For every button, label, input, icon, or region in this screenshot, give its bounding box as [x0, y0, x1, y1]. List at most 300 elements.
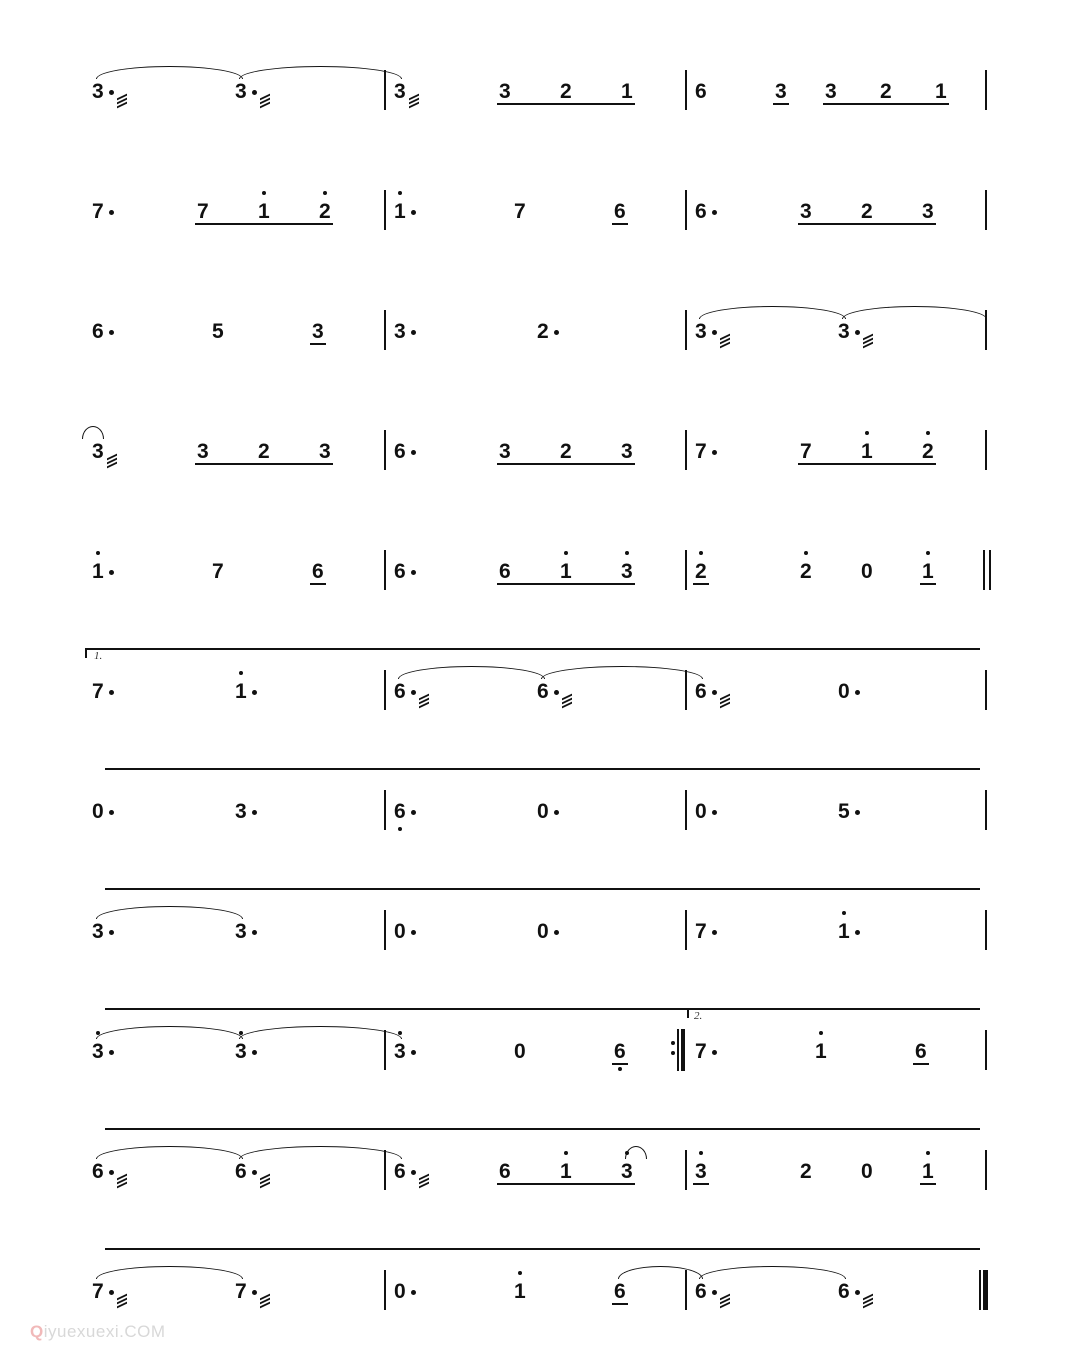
note-digit: 7: [92, 680, 104, 703]
slur: [541, 666, 703, 679]
barline: [985, 910, 987, 950]
slur: [239, 1146, 402, 1159]
barline: [384, 70, 386, 110]
augmentation-dot: [411, 1290, 416, 1295]
note-digit: 6: [695, 1280, 707, 1303]
note-digit: 3: [92, 920, 104, 943]
augmentation-dot: [411, 1050, 416, 1055]
note: [92, 560, 114, 584]
note: [394, 440, 416, 464]
eighth-underline: [798, 463, 936, 465]
high-octave-dot: [804, 551, 808, 555]
augmentation-dot: [855, 1290, 860, 1295]
augmentation-dot: [712, 1290, 717, 1295]
note: [838, 320, 873, 346]
note-digit: 2: [258, 440, 270, 463]
augmentation-dot: [109, 210, 114, 215]
note: [92, 200, 114, 224]
note: [695, 320, 730, 346]
note: [499, 440, 511, 464]
barline: [384, 790, 386, 830]
note: [880, 80, 892, 104]
tremolo-mark: [720, 334, 730, 346]
note-digit: 0: [92, 800, 104, 823]
note: [235, 1040, 257, 1064]
note: [800, 200, 812, 224]
note: [92, 1160, 127, 1186]
note: [92, 1040, 114, 1064]
staff-separator: [105, 768, 980, 770]
note-digit: 2: [560, 80, 572, 103]
note: [695, 80, 707, 104]
augmentation-dot: [411, 690, 416, 695]
note: [800, 560, 812, 584]
slur: [699, 306, 846, 319]
high-octave-dot: [398, 191, 402, 195]
barline: [685, 670, 687, 710]
note: [838, 920, 860, 944]
note-digit: 3: [838, 320, 850, 343]
high-octave-dot: [323, 191, 327, 195]
note-digit: 1: [394, 200, 406, 224]
augmentation-dot: [411, 450, 416, 455]
tremolo-mark: [107, 454, 117, 466]
slur: [398, 666, 545, 679]
barline: [685, 70, 687, 110]
note: [537, 680, 572, 706]
barline: [384, 910, 386, 950]
slur: [82, 426, 104, 439]
note: [258, 200, 270, 224]
note-digit: 7: [197, 200, 209, 223]
note-digit: 0: [394, 920, 406, 943]
note-digit: 2: [560, 440, 572, 463]
eighth-underline: [913, 1063, 929, 1065]
tremolo-mark: [419, 694, 429, 706]
barline: [985, 190, 987, 230]
score-row: [0, 430, 1065, 530]
score-row: [0, 1010, 1065, 1130]
note-digit: 6: [235, 1160, 247, 1183]
tremolo-mark: [260, 94, 270, 106]
slur: [699, 1266, 846, 1279]
note-digit: 3: [394, 80, 406, 103]
note: [394, 680, 429, 706]
slur: [96, 1026, 243, 1039]
barline: [685, 550, 687, 590]
note-digit: 6: [695, 200, 707, 223]
note: [861, 440, 873, 464]
augmentation-dot: [109, 1290, 114, 1295]
note: [319, 200, 331, 224]
note: [394, 80, 419, 106]
augmentation-dot: [109, 330, 114, 335]
note-digit: 1: [560, 1160, 572, 1184]
high-octave-dot: [865, 431, 869, 435]
note: [394, 1040, 416, 1064]
note-digit: 2: [861, 200, 873, 223]
note-digit: 3: [235, 800, 247, 823]
augmentation-dot: [855, 330, 860, 335]
note-digit: 6: [695, 80, 707, 103]
augmentation-dot: [411, 570, 416, 575]
note-digit: 0: [394, 1280, 406, 1303]
augmentation-dot: [554, 930, 559, 935]
high-octave-dot: [842, 911, 846, 915]
note-digit: 6: [614, 1280, 626, 1303]
note-digit: 6: [499, 560, 511, 583]
note-digit: 5: [838, 800, 850, 823]
augmentation-dot: [411, 930, 416, 935]
note-digit: 3: [621, 560, 633, 584]
note-digit: 7: [92, 200, 104, 223]
note: [621, 440, 633, 464]
note-digit: 1: [838, 920, 850, 944]
note-digit: 1: [92, 560, 104, 584]
high-octave-dot: [564, 1151, 568, 1155]
low-octave-dot: [398, 827, 402, 831]
note-digit: 0: [861, 560, 873, 583]
high-octave-dot: [239, 671, 243, 675]
note-digit: 7: [695, 440, 707, 463]
note: [235, 680, 257, 704]
note: [560, 80, 572, 104]
eighth-underline: [310, 343, 326, 345]
note: [922, 440, 934, 464]
tremolo-mark: [863, 1294, 873, 1306]
tremolo-mark: [260, 1294, 270, 1306]
barline: [985, 1030, 987, 1070]
high-octave-dot: [926, 431, 930, 435]
note-digit: 1: [815, 1040, 827, 1064]
note: [825, 80, 837, 104]
note-digit: 6: [915, 1040, 927, 1063]
note: [514, 1280, 526, 1304]
note: [621, 1160, 633, 1184]
note-digit: 6: [394, 440, 406, 463]
augmentation-dot: [252, 90, 257, 95]
tremolo-mark: [419, 1174, 429, 1186]
augmentation-dot: [411, 210, 416, 215]
note: [514, 200, 526, 224]
note: [695, 440, 717, 464]
note: [319, 440, 331, 464]
augmentation-dot: [554, 690, 559, 695]
score-row: [0, 790, 1065, 890]
score-row: [0, 190, 1065, 290]
note: [394, 1280, 416, 1304]
note: [235, 1160, 270, 1186]
note: [258, 440, 270, 464]
note-digit: 1: [935, 80, 947, 103]
note: [614, 200, 626, 224]
augmentation-dot: [855, 930, 860, 935]
final-barline: [979, 1270, 988, 1310]
augmentation-dot: [252, 1290, 257, 1295]
tremolo-mark: [720, 694, 730, 706]
note-digit: 2: [922, 440, 934, 464]
augmentation-dot: [712, 1050, 717, 1055]
augmentation-dot: [109, 1170, 114, 1175]
note-digit: 0: [537, 920, 549, 943]
note-digit: 6: [614, 200, 626, 223]
augmentation-dot: [252, 690, 257, 695]
slur: [239, 66, 402, 79]
note-digit: 1: [235, 680, 247, 704]
augmentation-dot: [109, 570, 114, 575]
eighth-underline: [798, 223, 936, 225]
eighth-underline: [612, 223, 628, 225]
note: [92, 320, 114, 344]
note: [560, 440, 572, 464]
slur: [618, 1266, 703, 1279]
augmentation-dot: [252, 1170, 257, 1175]
barline: [685, 1150, 687, 1190]
note-digit: 3: [312, 320, 324, 343]
note: [394, 320, 416, 344]
volta-line: [85, 648, 980, 650]
tremolo-mark: [863, 334, 873, 346]
note: [92, 920, 114, 944]
staff-separator: [105, 888, 980, 890]
eighth-underline: [920, 1183, 936, 1185]
staff-separator: [105, 1128, 980, 1130]
eighth-underline: [823, 103, 949, 105]
note-digit: 3: [499, 440, 511, 463]
note-digit: 6: [312, 560, 324, 583]
barline: [685, 430, 687, 470]
note: [499, 80, 511, 104]
augmentation-dot: [252, 930, 257, 935]
note-digit: 3: [499, 80, 511, 103]
note: [775, 80, 787, 104]
note: [915, 1040, 927, 1064]
tremolo-mark: [720, 1294, 730, 1306]
note: [537, 920, 559, 944]
note-digit: 6: [537, 680, 549, 703]
barline: [384, 430, 386, 470]
note-digit: 0: [838, 680, 850, 703]
score-row: [0, 650, 1065, 770]
barline: [985, 310, 987, 350]
note-digit: 3: [92, 1040, 104, 1064]
augmentation-dot: [712, 810, 717, 815]
note-digit: 1: [560, 560, 572, 584]
volta-bracket: [687, 1008, 689, 1018]
eighth-underline: [195, 223, 333, 225]
barline: [685, 190, 687, 230]
note: [235, 80, 270, 106]
note-digit: 3: [621, 440, 633, 463]
low-octave-dot: [618, 1067, 622, 1071]
high-octave-dot: [926, 1151, 930, 1155]
note: [394, 920, 416, 944]
note-digit: 3: [92, 440, 104, 463]
note: [394, 800, 416, 824]
note-digit: 6: [499, 1160, 511, 1183]
eighth-underline: [612, 1303, 628, 1305]
score-row: [0, 910, 1065, 1010]
note: [800, 1160, 812, 1184]
high-octave-dot: [926, 551, 930, 555]
eighth-underline: [693, 583, 709, 585]
note-digit: 3: [695, 1160, 707, 1184]
eighth-underline: [195, 463, 333, 465]
eighth-underline: [612, 1063, 628, 1065]
augmentation-dot: [411, 1170, 416, 1175]
note: [92, 800, 114, 824]
barline: [985, 70, 987, 110]
eighth-underline: [497, 463, 635, 465]
note: [235, 920, 257, 944]
augmentation-dot: [554, 330, 559, 335]
eighth-underline: [497, 583, 635, 585]
note-digit: 1: [922, 1160, 934, 1184]
augmentation-dot: [109, 930, 114, 935]
staff-separator: [105, 1248, 980, 1250]
augmentation-dot: [109, 90, 114, 95]
augmentation-dot: [712, 690, 717, 695]
note: [695, 1280, 730, 1306]
eighth-underline: [497, 1183, 635, 1185]
note-digit: 1: [514, 1280, 526, 1304]
note-digit: 2: [537, 320, 549, 343]
augmentation-dot: [411, 810, 416, 815]
note: [922, 1160, 934, 1184]
volta-label: 1.: [94, 650, 103, 662]
augmentation-dot: [252, 1050, 257, 1055]
high-octave-dot: [699, 551, 703, 555]
note: [695, 1160, 707, 1184]
note: [621, 560, 633, 584]
note: [514, 1040, 526, 1064]
note-digit: 3: [825, 80, 837, 103]
augmentation-dot: [712, 450, 717, 455]
barline: [685, 1270, 687, 1310]
note-digit: 6: [92, 1160, 104, 1183]
augmentation-dot: [109, 810, 114, 815]
volta-label: 2.: [694, 1010, 703, 1022]
barline: [985, 1150, 987, 1190]
tremolo-mark: [260, 1174, 270, 1186]
augmentation-dot: [411, 330, 416, 335]
augmentation-dot: [109, 690, 114, 695]
eighth-underline: [693, 1183, 709, 1185]
note: [695, 1040, 717, 1064]
eighth-underline: [310, 583, 326, 585]
note: [838, 680, 860, 704]
augmentation-dot: [109, 1050, 114, 1055]
note-digit: 3: [775, 80, 787, 103]
note-digit: 3: [92, 80, 104, 103]
barline: [384, 310, 386, 350]
slur: [96, 1146, 243, 1159]
slur: [96, 906, 243, 919]
note-digit: 1: [861, 440, 873, 464]
note-digit: 3: [394, 1040, 406, 1064]
score-row: [0, 310, 1065, 410]
note: [537, 800, 559, 824]
tremolo-mark: [117, 94, 127, 106]
barline: [685, 790, 687, 830]
augmentation-dot: [252, 810, 257, 815]
note-digit: 0: [695, 800, 707, 823]
note-digit: 6: [695, 680, 707, 703]
note: [861, 200, 873, 224]
high-octave-dot: [518, 1271, 522, 1275]
note: [695, 200, 717, 224]
note-digit: 7: [800, 440, 812, 463]
slur: [96, 66, 243, 79]
augmentation-dot: [712, 330, 717, 335]
barline: [985, 790, 987, 830]
barline: [384, 550, 386, 590]
barline: [384, 1030, 386, 1070]
note-digit: 6: [394, 800, 406, 824]
note: [394, 560, 416, 584]
note-digit: 1: [621, 80, 633, 103]
note-digit: 3: [197, 440, 209, 463]
note-digit: 7: [695, 1040, 707, 1063]
note: [922, 560, 934, 584]
repeat-end-barline: [671, 1029, 685, 1071]
augmentation-dot: [712, 930, 717, 935]
note: [614, 1040, 626, 1064]
tremolo-mark: [562, 694, 572, 706]
site-watermark: Qiyuexuexi.COM: [30, 1322, 166, 1341]
note-digit: 0: [537, 800, 549, 823]
note: [92, 440, 117, 466]
note: [695, 800, 717, 824]
note: [92, 680, 114, 704]
note-digit: 6: [614, 1040, 626, 1064]
note-digit: 6: [92, 320, 104, 343]
note-digit: 7: [212, 560, 224, 583]
note: [695, 920, 717, 944]
note: [614, 1280, 626, 1304]
note-digit: 5: [212, 320, 224, 343]
note: [394, 200, 416, 224]
note: [815, 1040, 827, 1064]
slur: [842, 306, 987, 319]
note-digit: 3: [621, 1160, 633, 1184]
note: [621, 80, 633, 104]
note: [92, 80, 127, 106]
note: [560, 560, 572, 584]
note: [695, 680, 730, 706]
augmentation-dot: [855, 810, 860, 815]
note-digit: 2: [880, 80, 892, 103]
note-digit: 1: [922, 560, 934, 584]
volta-line: [687, 1008, 980, 1010]
high-octave-dot: [564, 551, 568, 555]
note: [861, 560, 873, 584]
note: [838, 1280, 873, 1306]
note-digit: 3: [235, 920, 247, 943]
note: [197, 200, 209, 224]
note-digit: 7: [514, 200, 526, 223]
barline: [384, 1270, 386, 1310]
augmentation-dot: [554, 810, 559, 815]
high-octave-dot: [262, 191, 266, 195]
note-digit: 3: [394, 320, 406, 343]
barline: [384, 1150, 386, 1190]
note-digit: 0: [514, 1040, 526, 1063]
slur: [96, 1266, 243, 1279]
note: [92, 1280, 127, 1306]
eighth-underline: [773, 103, 789, 105]
barline: [685, 910, 687, 950]
